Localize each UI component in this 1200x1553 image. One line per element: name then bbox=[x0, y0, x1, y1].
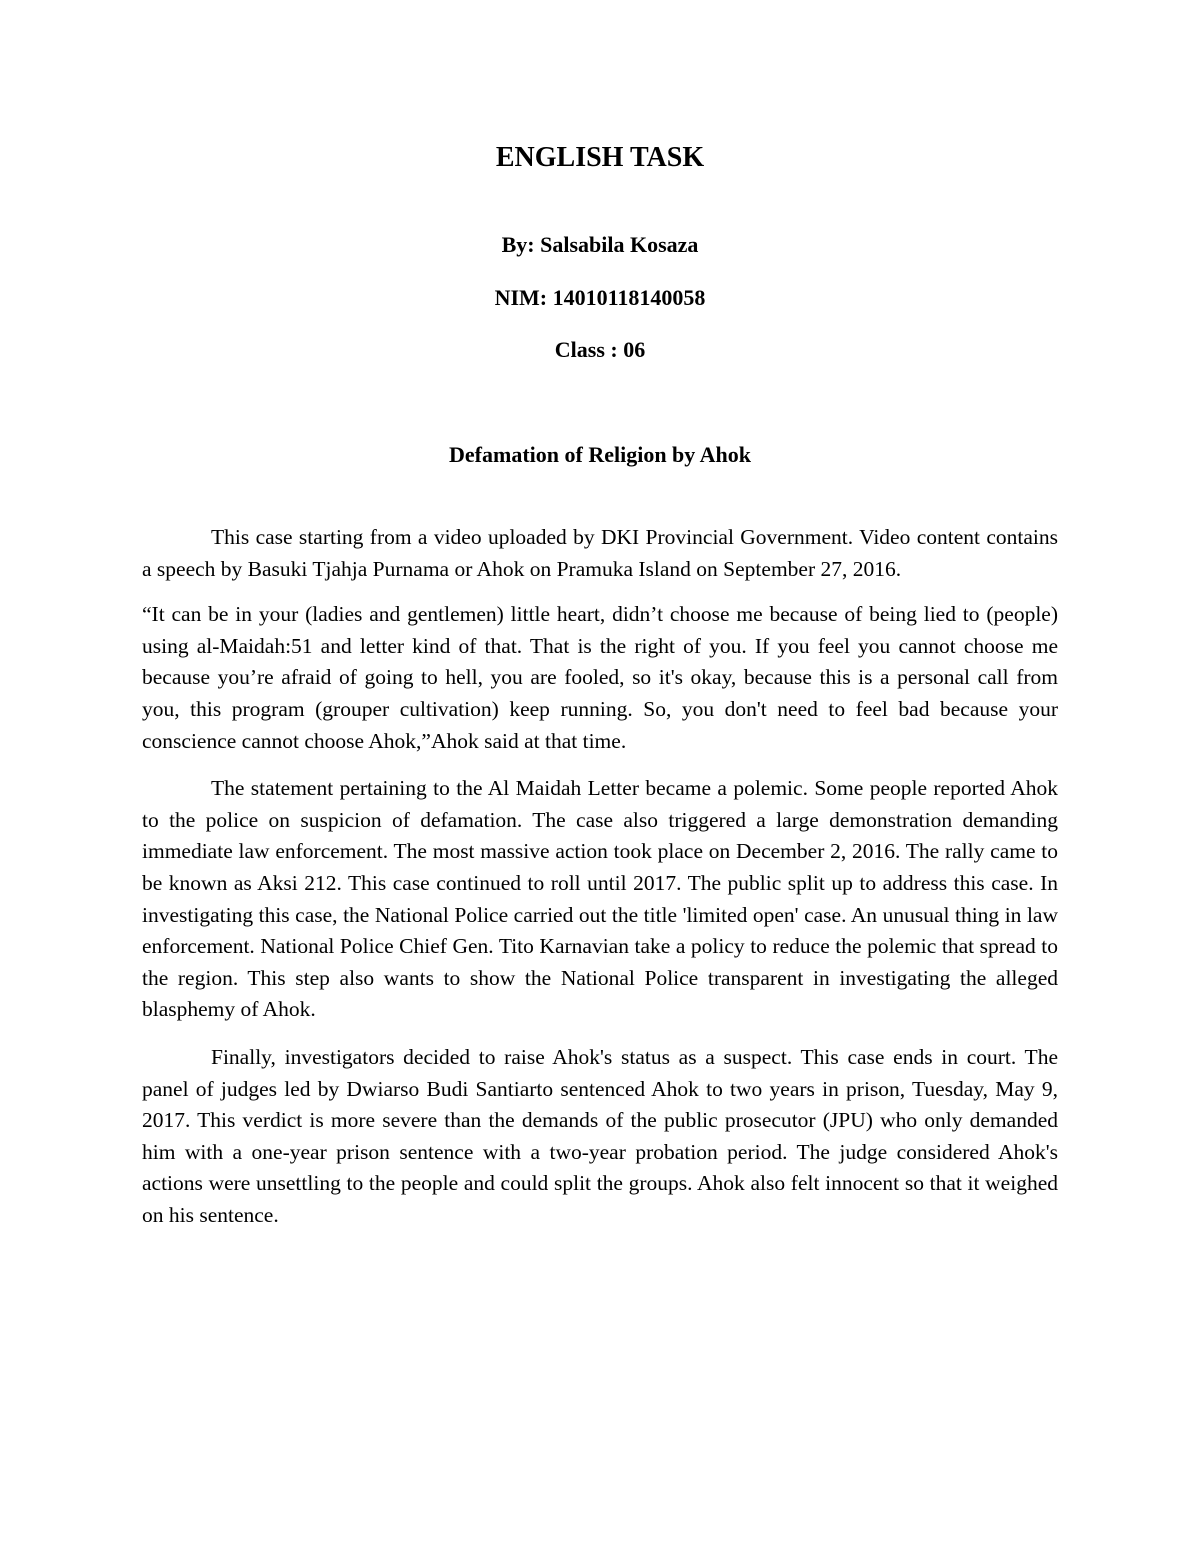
author-line: By: Salsabila Kosaza bbox=[501, 232, 699, 257]
essay-heading: Defamation of Religion by Ahok bbox=[449, 442, 751, 467]
paragraph-verdict: Finally, investigators decided to raise Ahok's status as a suspect. This case ends in court. The panel of judges led by Dwiarso Budi Santiarto sentenced Ahok to two years in prison, Tuesday, May 9, 2017. This verdict is more severe than the demands of the public prosecutor (JPU) who only demanded him with a one-year prison sentence with a two-year probation period. The judge considered Ahok's actions were unsettling to the people and could split the groups. Ahok also felt innocent so that it weighed on his sentence. bbox=[142, 1044, 1058, 1227]
essay-body bbox=[142, 522, 1058, 1245]
nim-line: NIM: 14010118140058 bbox=[494, 285, 706, 310]
paragraph-quote: “It can be in your (ladies and gentlemen) little heart, didn’t choose me because of being lied to (people) using al-Maidah:51 and letter kind of that. That is the right of you. If you feel you cannot choose me because you’re afraid of going to hell, you are fooled, so it's okay, because this is a personal call from you, this program (grouper cultivation) keep running. So, you don't need to feel bad because your conscience cannot choose Ahok,”Ahok said at that time. bbox=[142, 602, 1058, 753]
paragraph-intro: This case starting from a video uploaded by DKI Provincial Government. Video content contains a speech by Basuki Tjahja Purnama or Ahok on Pramuka Island on September 27, 2016. bbox=[142, 525, 1058, 581]
class-line: Class : 06 bbox=[554, 337, 646, 362]
document-title: ENGLISH TASK bbox=[495, 142, 705, 173]
paragraph-polemic: The statement pertaining to the Al Maidah Letter became a polemic. Some people reported Ahok to the police on suspicion of defamation. The case also triggered a large demonstration demanding immediate law enforcement. The most massive action took place on December 2, 2016. The rally came to be known as Aksi 212. This case continued to roll until 2017. The public split up to address this case. In investigating this case, the National Police carried out the title 'limited open' case. An unusual thing in law enforcement. National Police Chief Gen. Tito Karnavian take a policy to reduce the polemic that spread to the region. This step also wants to show the National Police transparent in investigating the alleged blasphemy of Ahok. bbox=[142, 776, 1058, 1022]
